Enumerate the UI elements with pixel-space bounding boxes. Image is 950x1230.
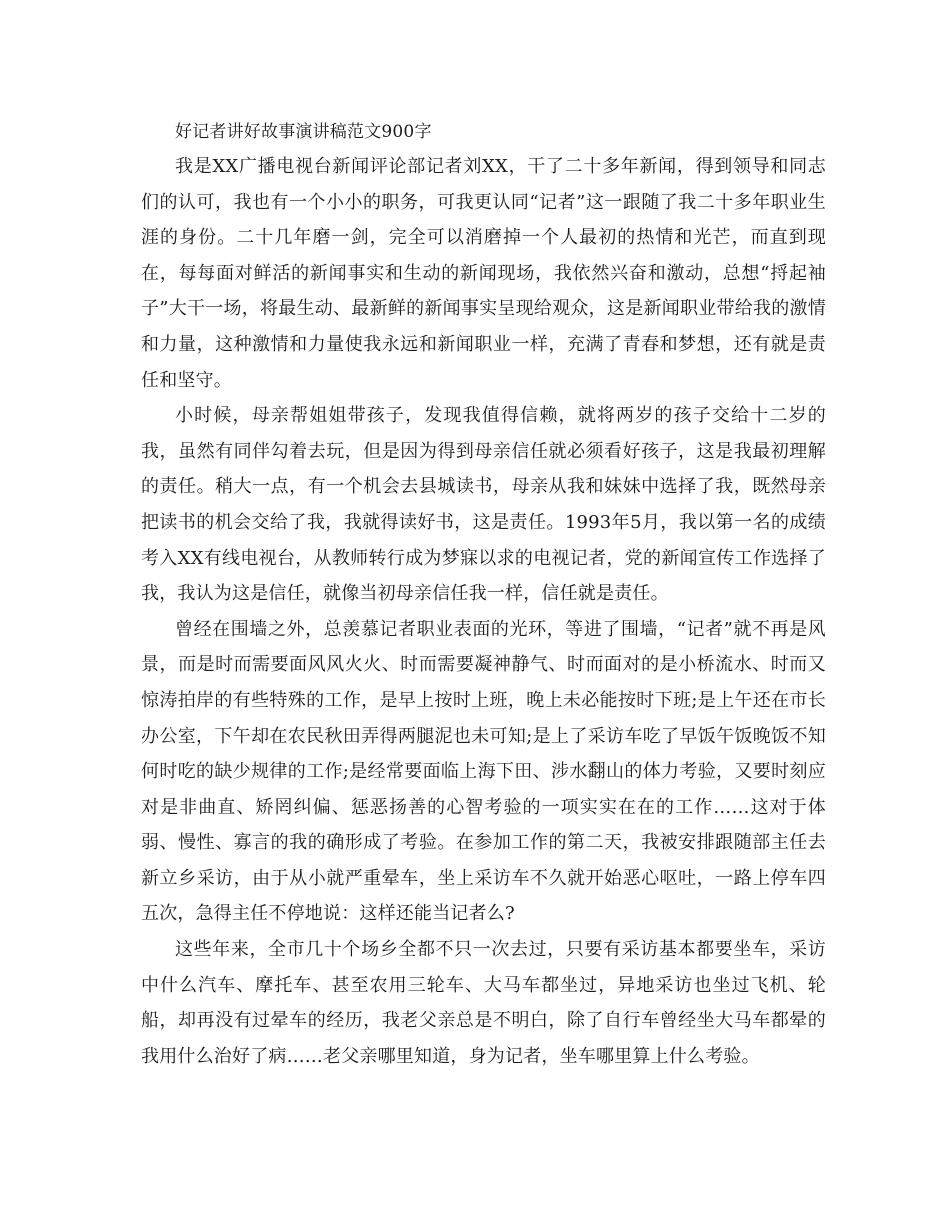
paragraph-1: 我是XX广播电视台新闻评论部记者刘XX，干了二十多年新闻，得到领导和同志们的认可，我也有一个小小的职务，可我更认同“记者”这一跟随了我二十多年职业生涯的身份。二十几年磨一剑，完全可以消磨掉一个人最初的热情和光芒，而直到现在，每每面对鲜活的新闻事实和生动的新闻现场，我依然兴奋和激动，总想“捋起袖子”大干一场，将最生动、最新鲜的新闻事实呈现给观众，这是新闻职业带给我的激情和力量，这种激情和力量使我永远和新闻职业一样，充满了青春和梦想，还有就是责任和坚守。 xyxy=(141,156,826,391)
paragraph-4: 这些年来，全市几十个场乡全都不只一次去过，只要有采访基本都要坐车，采访中什么汽车、摩托车、甚至农用三轮车、大马车都坐过，异地采访也坐过飞机、轮船，却再没有过晕车的经历，我老父亲总是不明白，除了自行车曾经坐大马车都晕的我用什么治好了病……老父亲哪里知道，身为记者，坐车哪里算上什么考验。 xyxy=(141,939,826,1067)
paragraph-2: 小时候，母亲帮姐姐带孩子，发现我值得信赖，就将两岁的孩子交给十二岁的我，虽然有同伴勾着去玩，但是因为得到母亲信任就必须看好孩子，这是我最初理解的责任。稍大一点，有一个机会去县城读书，母亲从我和妹妹中选择了我，既然母亲把读书的机会交给了我，我就得读好书，这是责任。1993年5月，我以第一名的成绩考入XX有线电视台，从教师转行成为梦寐以求的电视记者，党的新闻宣传工作选择了我，我认为这是信任，就像当初母亲信任我一样，信任就是责任。 xyxy=(141,405,826,605)
document-body xyxy=(141,118,826,1074)
document-title: 好记者讲好故事演讲稿范文900字 xyxy=(175,122,432,142)
paragraph-3: 曾经在围墙之外，总羡慕记者职业表面的光环，等进了围墙，“记者”就不再是风景，而是时而需要面风风火火、时而需要凝神静气、时而面对的是小桥流水、时而又惊涛拍岸的有些特殊的工作，是早上按时上班，晚上未必能按时下班;是上午还在市长办公室，下午却在农民秋田弄得两腿泥也未可知;是上了采访车吃了早饭午饭晚饭不知何时吃的缺少规律的工作;是经常要面临上海下田、涉水翻山的体力考验，又要时刻应对是非曲直、矫罔纠偏、惩恶扬善的心智考验的一项实实在在的工作……这对于体弱、慢性、寡言的我的确形成了考验。在参加工作的第二天，我被安排跟随部主任去新立乡采访，由于从小就严重晕车，坐上采访车不久就开始恶心呕吐，一路上停车四五次，急得主任不停地说：这样还能当记者么? xyxy=(141,618,826,925)
